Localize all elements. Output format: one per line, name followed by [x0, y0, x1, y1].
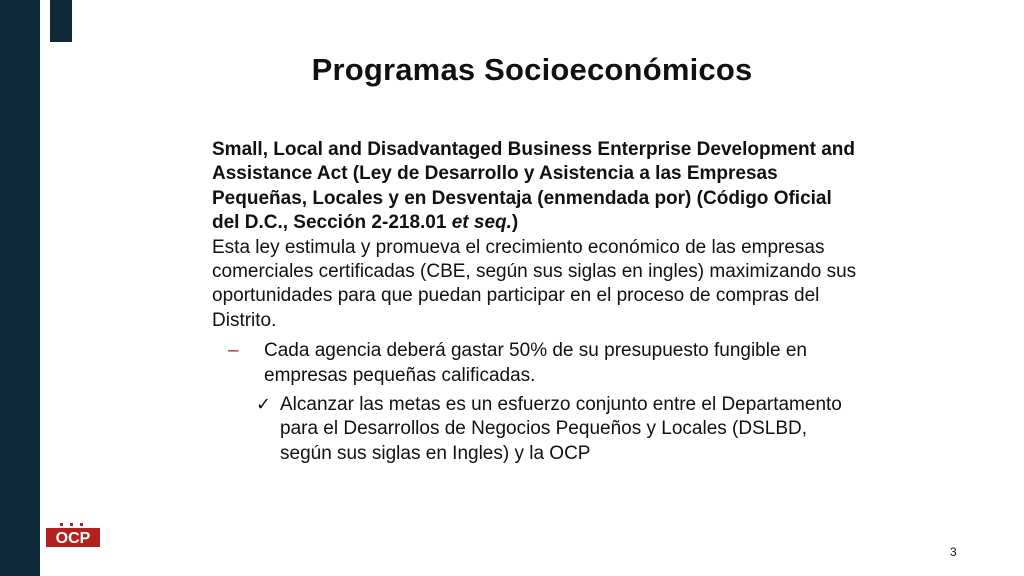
bullet-level-2-text: Alcanzar las metas es un esfuerzo conjunto entre el Departamento para el Desarrollos de Negocios Pequeños y Locales (DSLBD, según sus siglas en Ingles) y la OCP — [280, 394, 842, 464]
act-title — [212, 138, 862, 236]
slide-title: Programas Socioeconómicos — [311, 52, 753, 87]
slide-body — [212, 138, 862, 466]
logo-text: OCP — [55, 530, 91, 547]
logo-dot — [60, 523, 63, 526]
dash-bullet-icon: – — [228, 340, 239, 362]
act-title-text: Small, Local and Disadvantaged Business Enterprise Development and Assistance Act (Ley de Desarrollo y Asistencia a las Empresas Pequeñas, Locales y en Desventaja (enmendada por) (Código Oficial del D.C., Sección 2-218.01 — [212, 139, 856, 234]
act-title-close: ) — [511, 212, 519, 234]
logo-dot — [70, 523, 73, 526]
bullet-level-1-text: Cada agencia deberá gastar 50% de su presupuesto fungible en empresas pequeñas calificadas. — [264, 340, 807, 386]
bullet-level-2 — [212, 393, 850, 466]
act-description: Esta ley estimula y promueva el crecimiento económico de las empresas comerciales certificadas (CBE, según sus siglas en ingles) maximizando sus oportunidades para que puedan participar en el proceso de compras del Distrito. — [212, 236, 857, 331]
bullet-level-1 — [212, 339, 864, 388]
ocp-logo-icon — [46, 523, 100, 547]
act-title-et-seq: et seq. — [451, 212, 512, 234]
logo-dot — [80, 523, 83, 526]
page-number: 3 — [950, 545, 957, 559]
top-decorative-bar — [50, 0, 72, 42]
checkmark-icon: ✓ — [256, 394, 272, 416]
